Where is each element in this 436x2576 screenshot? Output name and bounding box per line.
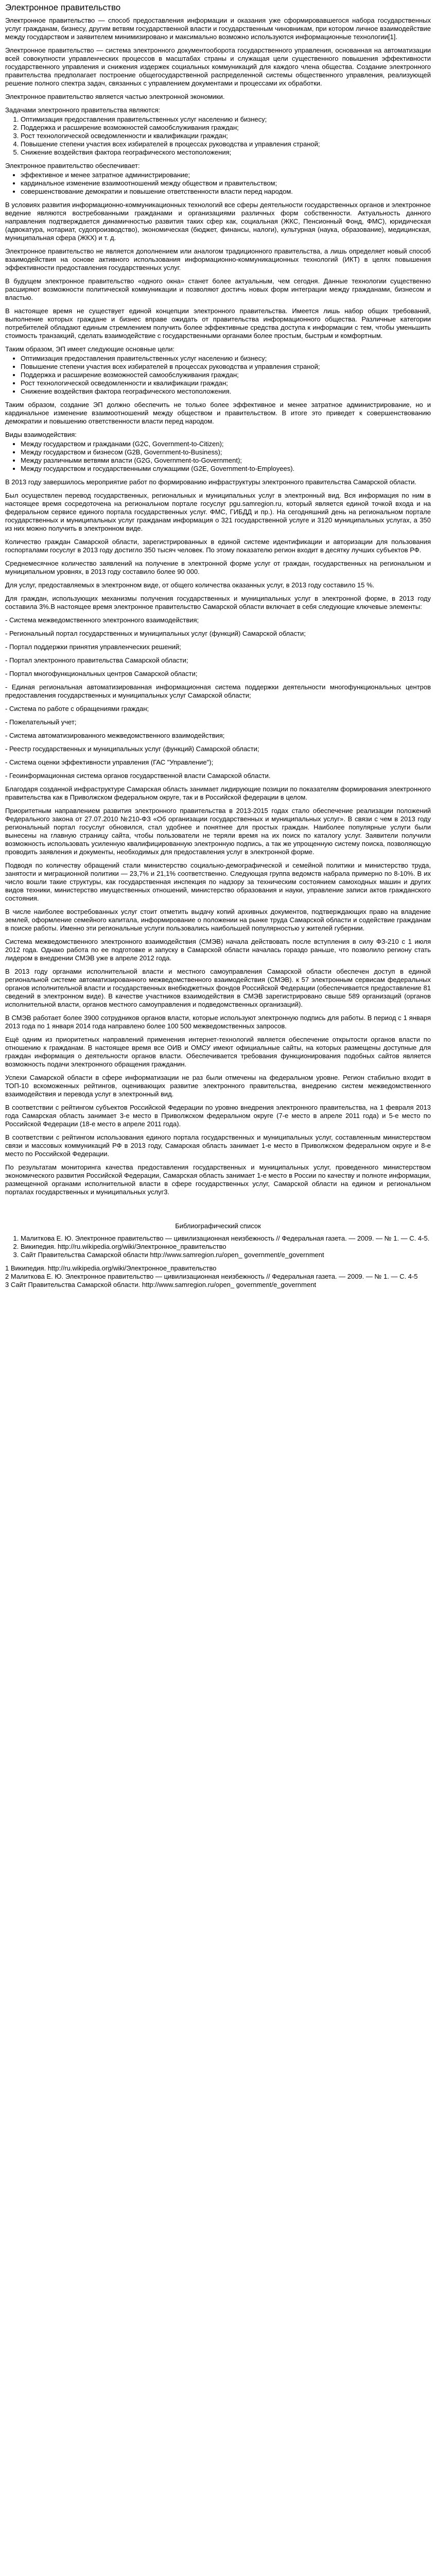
paragraph: Был осуществлен перевод государственных, региональных и муниципальных услуг в электронный вид. Вся информация по ним в настоящее время сосредоточена на региональном портале госуслуг pgu.samregion.ru, который является единой точкой входа и на федеральном сервисе единого портала государственных услуг. ФМС, ГИБДД и пр.). На сегодняшний день на региональном портале государственных и муниципальных услуг гражданам информация о 321 государственной услуге и 3120 муниципальных услугах, а 350 из них можно получить в электронном виде. [5, 492, 431, 532]
footnote: 1 Википедия. http://ru.wikipedia.org/wiki/Электронное_правительство [5, 1264, 217, 1272]
paragraph: В соответствии с рейтингом субъектов Российской Федерации по уровню внедрения электронного правительства, на 1 февраля 2013 года Самарская область занимает 3-е место в Приволжском федеральном округе (7-е место в апреле 2011 года) и 5-е место по Российской Федерации (18-е место в апреле 2011 года). [5, 1104, 431, 1128]
paragraph: Ещё одним из приоритетных направлений применения интернет-технологий является обеспечение открытости органов власти по отношению к гражданам. В настоящее время все ОИВ и ОМСУ имеют официальные сайты, на которых размещены доступные для граждан информация о деятельности органов власти. Обеспечивается требования функционирования подобных сайтов является возможность подачи электронного обращения гражданин. [5, 1036, 431, 1068]
bullet-list [5, 440, 431, 473]
paragraph: - Портал поддержки принятия управленческих решений; [5, 643, 181, 651]
paragraph: Для услуг, предоставляемых в электронном виде, от общего количества оказанных услуг, в 2013 году составило 15 %. [5, 581, 375, 589]
spacer [5, 1201, 431, 1222]
footnote: 3 Сайт Правительства Самарской области. http://www.samregion.ru/open_ government/e_government [5, 1281, 317, 1289]
list-item: 5. Снижение воздействия фактора географического местоположения; [21, 148, 431, 157]
bibliography-item: 3. Сайт Правительства Самарской области http://www.samregion.ru/open_ government/e_government [21, 1251, 431, 1259]
paragraph: Виды взаимодействия: [5, 431, 77, 438]
paragraph: - Система оценки эффективности управления (ГАС "Управление"); [5, 758, 214, 766]
paragraph: Благодаря созданной инфраструктуре Самарская область занимает лидирующие позиции по показателям формирования электронного правительства как в Приволжском федеральном округе, так и в Российской федерации в целом. [5, 785, 431, 801]
paragraph: Таким образом, создание ЭП должно обеспечить не только более эффективное и менее затратное администрирование, но и кардинальное изменение взаимоотношений между обществом и правительством. В итоге это приведет к совершенствованию демократии и повышению ответственности власти перед народом. [5, 401, 431, 425]
paragraph: В числе наиболее востребованных услуг стоит отметить выдачу копий архивных документов, подтверждающих право на владение землей, оформление семейного капитала, информирование о положении на рынке труда Самарской области и содействие гражданам в поиске работы. Именно эти региональные услуги пользовались наибольшей популярностью у жителей губернии. [5, 908, 431, 932]
paragraph: - Система по работе с обращениями граждан; [5, 705, 149, 713]
bibliography [5, 1222, 431, 1259]
document-body [5, 16, 431, 1196]
bibliography-list [5, 1234, 431, 1259]
paragraph: Приоритетным направлением развития электронного правительства в 2013-2015 годах стало обеспечение реализации положений Федерального закона от 27.07.2010 №210-ФЗ «Об организации государственных и муниципальных услуг». В связи с чем в 2013 году региональный портал госуслуг обновился, стал удобнее и понятнее для простых граждан. Наиболее популярные услуги были вынесены на главную страницу сайта, чтобы пользователи не теряли время на их поиск по каталогу услуг. Заявители получили возможность использовать усиленную квалифицированную электронную подпись, а так же упрощенную систему поиска, позволяющую проводить заявления и документы, необходимых для предоставления услуг в электронной форме. [5, 807, 431, 856]
paragraph: Электронное правительство не является дополнением или аналогом традиционного правительства, а лишь определяет новый способ взаимодействия на основе активного использования информационно-коммуникационных технологий (ИКТ) в целях повышения эффективности предоставления государственных услуг. [5, 247, 431, 272]
bibliography-title: Библиографический список [175, 1222, 261, 1230]
footnote: 2 Малиткова Е. Ю. Электронное правительство — цивилизационная неизбежность // Федеральная газета. — 2009. — № 1. — С. 4-5 [5, 1273, 418, 1280]
list-item: • Повышение степени участия всех избирателей в процессах руководства и управления страной; [21, 363, 431, 371]
paragraph: Электронное правительство — способ предоставления информации и оказания уже сформировавшегося набора государственных услуг гражданам, бизнесу, другим ветвям государственной власти и государственным чиновникам, при котором личное взаимодействие между государством и заявителем минимизировано и максимально возможно используются информационные технологии[1]. [5, 16, 431, 41]
list-item: • Между государством и гражданами (G2C, Government-to-Citizen); [21, 440, 431, 448]
paragraph: Система межведомственного электронного взаимодействия (СМЭВ) начала действовать после вступления в силу ФЗ-210 с 1 июля 2012 года. Однако работа по ее подготовке и запуску в Самарской области началась гораздо раньше, что позволило региону стать лидером в внедрении СМЭВ уже в апреле 2012 года. [5, 938, 431, 962]
paragraph: Электронное правительство является частью электронной экономики. [5, 93, 225, 100]
paragraph: В настоящее время не существует единой концепции электронного правительства. Имеется лишь набор общих требований, выполнение которых граждане и бизнес вправе ожидать от правительства информационного общества. Различные категории потребителей обладают единым стремлением получить более эффективные средства доступа к информации с тем, чтобы уменьшить стоимость транзакций, сделать взаимодействие с государственными органами более простым, быстрым и комфортным. [5, 307, 431, 340]
paragraph: Электронное правительство обеспечивает: [5, 162, 140, 170]
paragraph: В условиях развития информационно-коммуникационных технологий все сферы деятельности государственных органов и электронное ведение являются востребованными гражданами и организациями различных форм собственности. Актуальность данного направления подтверждается динамичностью развития таких сфер как, социальная (ЖКС, Пенсионный Фонд, ФМС), юридическая (адвокатура, нотариат, судопроизводство), экономическая (бюджет, финансы, налоги), культурная (наука, образование), медицинская, муниципальная сфера (ЖКХ) и т. д. [5, 201, 431, 242]
list-item: 2. Поддержка и расширение возможностей самообслуживания граждан; [21, 124, 431, 132]
paragraph: - Пожелательный учет; [5, 718, 77, 726]
paragraph: Таким образом, ЭП имеет следующие основные цели: [5, 345, 175, 353]
paragraph: Электронное правительство — система электронного документооборота государственного управления, основанная на автоматизации всей совокупности управленческих процессов в масштабах страны и служащая цели существенного повышения эффективности государственного управления и снижения издержек социальных коммуникаций для каждого члена общества. Создание электронного правительства предполагает построение общегосударственной распределенной системы общественного управления, реализующей решение полного спектра задач, связанных с управлением документами и процессами их обработки. [5, 46, 431, 87]
list-item: 4. Повышение степени участия всех избирателей в процессах руководства и управления страной; [21, 140, 431, 148]
paragraph: В СМЭВ работает более 3900 сотрудников органов власти, которые используют электронную подпись для работы. В период с 1 января 2013 года по 1 января 2014 года направлено более 100 500 межведомственных запросов. [5, 1014, 431, 1030]
paragraph: В соответствии с рейтингом использования единого портала государственных и муниципальных услуг, составленным министерством связи и массовых коммуникаций РФ в 2013 году, Самарская область занимает 1-е место в Приволжском федеральном округе и 8-е место по Российской Федерации. [5, 1133, 431, 1158]
paragraph: В 2013 году органами исполнительной власти и местного самоуправления Самарской области обеспечен доступ в единой региональной системе автоматизированного межведомственного взаимодействия (СМЭВ). к 57 электронным сервисам федеральных органов исполнительной власти и государственных внебюджетных фондов Российской Федерации (обеспечивается предоставление 81 сведений в электронном виде). В качестве участников взаимодействия в СМЭВ зарегистрировано свыше 589 организаций (органов исполнительной власти, органов местного самоуправления и подведомственных организаций). [5, 968, 431, 1008]
paragraph: Среднемесячное количество заявлений на получение в электронной форме услуг от граждан, государственных на региональном и муниципальном уровнях, в 2013 году составило более 90 000. [5, 560, 431, 575]
list-item: • эффективное и менее затратное администрирование; [21, 171, 431, 179]
paragraph: В 2013 году завершилось мероприятие работ по формированию инфраструктуры электронного правительства Самарской области. [5, 478, 416, 486]
list-item: • Между различными ветвями власти (G2G, Government-to-Government); [21, 456, 431, 465]
list-item: • кардинальное изменение взаимоотношений между обществом и правительством; [21, 179, 431, 188]
paragraph: - Система межведомственного электронного взаимодействия; [5, 616, 199, 624]
footnotes [5, 1264, 431, 1289]
paragraph: - Система автоматизированного межведомственного взаимодействия; [5, 732, 225, 739]
paragraph: Подводя по количеству обращений стали министерство социально-демографической и семейной политики и министерство труда, занятости и миграционной политики — 23,7% и 21,1% соответственно. Следующая группа ведомств набрала примерно по 8-10%. В их число вошли такие структуры, как государственная инспекция по надзору за техническим состоянием самоходных машин и других видов техники, министерство имущественных отношений, министерство образования и науки, управление записи актов гражданского состояния. [5, 861, 431, 902]
paragraph: - Портал электронного правительства Самарской области; [5, 656, 188, 664]
list-item: • Снижение воздействия фактора географического местоположения. [21, 387, 431, 396]
paragraph: - Региональный портал государственных и муниципальных услуг (функций) Самарской области; [5, 630, 306, 637]
numbered-list [5, 115, 431, 157]
bullet-list [5, 171, 431, 196]
list-item: • Между государством и государственными служащими (G2E, Government-to-Employees). [21, 465, 431, 473]
list-item: • Поддержка и расширение возможностей самообслуживания граждан; [21, 371, 431, 379]
bullet-list [5, 354, 431, 396]
list-item: • совершенствование демократии и повышение ответственности власти перед народом. [21, 188, 431, 196]
bibliography-item: 1. Малиткова Е. Ю. Электронное правительство — цивилизационная неизбежность // Федеральная газета. — 2009. — № 1. — С. 4-5. [21, 1234, 431, 1243]
paragraph: Успехи Самарской области в сфере информатизации не раз были отмечены на федеральном уровне. Регион стабильно входит в ТОП-10 вскоможенных рейтингов, оценивающих развитие электронного правительства, внедрению систем межведомственного взаимодействия и перевода услуг в электронный вид. [5, 1074, 431, 1098]
list-item: 3. Рост технологической осведомленности и квалификации граждан; [21, 132, 431, 140]
paragraph: Количество граждан Самарской области, зарегистрированных в единой системе идентификации и авторизации для пользования госпорталами госуслуг в 2013 году достигло 350 тысяч человек. По этому показателю регион входит в десятку лучших субъектов РФ. [5, 538, 431, 554]
page-title: Электронное правительство [5, 3, 121, 12]
list-item: • Между государством и бизнесом (G2B, Government-to-Business); [21, 448, 431, 456]
list-item: • Оптимизация предоставления правительственных услуг населению и бизнесу; [21, 354, 431, 363]
list-item: • Рост технологической осведомленности и квалификации граждан; [21, 379, 431, 387]
paragraph: - Геоинформационная система органов государственной власти Самарской области. [5, 772, 271, 779]
paragraph: В будущем электронное правительство «одного окна» станет более актуальным, чем сегодня. Данные технологии существенно расширяют возможности политической коммуникации и позволяют достичь новых форм интеграции между гражданами, бизнесом и властью. [5, 277, 431, 301]
bibliography-item: 2. Википедия. http://ru.wikipedia.org/wiki/Электронное_правительство [21, 1243, 431, 1251]
paragraph: По результатам мониторинга качества предоставления государственных и муниципальных услуг, проведенного министерством экономического развития Российской Федерации, Самарская область занимает 1-е место в России по качеству и полноте информации, размещенной органами исполнительной власти в сфере государственных услуг, Самарской области на едином и региональном порталах государственных и муниципальных услуг3. [5, 1163, 431, 1196]
paragraph: - Реестр государственных и муниципальных услуг (функций) Самарской области; [5, 745, 259, 753]
paragraph: Задачами электронного правительства являются: [5, 106, 161, 114]
paragraph: Для граждан, использующих механизмы получения государственных и муниципальных услуг в электронной форме, в 2013 году составила 3%.В настоящее время электронное правительство Самарской области включает в себя следующие ключевые элементы: [5, 595, 431, 611]
list-item: 1. Оптимизация предоставления правительственных услуг населению и бизнесу; [21, 115, 431, 124]
paragraph: - Единая региональная автоматизированная информационная система поддержки деятельности многофункциональных центров предоставления государственных и муниципальных услуг Самарской области; [5, 683, 431, 699]
paragraph: - Портал многофункциональных центров Самарской области; [5, 670, 198, 677]
